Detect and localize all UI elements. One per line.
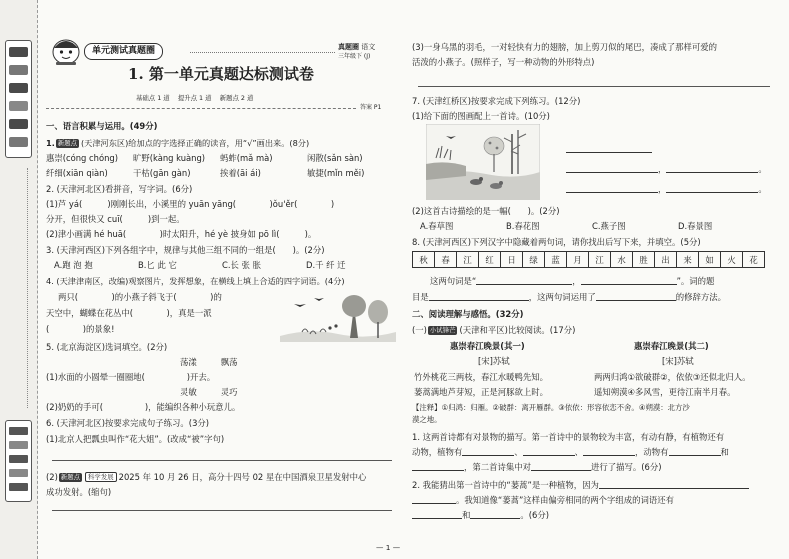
poem-1-line-2: 蒌蒿满地芦芽短，正是河豚欲上时。 (414, 387, 548, 397)
new-topic-badge: 新题点 (60, 473, 81, 481)
poem-2-line-1: 两两归鸿①欲破群②，依依③还似北归人。 (594, 372, 751, 382)
header-brand: 真题圈 语文 (338, 43, 376, 51)
grid-cell: 出 (655, 252, 677, 268)
reading-q1-line-2: 动物，植物有 、 、 ，动物有 和 (412, 447, 729, 457)
q8-prompt: 8. (天津河西区)下列汉字中隐藏着两句词，请你找出后写下来，并填空。(5分) (412, 237, 701, 247)
grid-cell: 江 (457, 252, 479, 268)
binding-line (27, 168, 28, 408)
grid-cell: 蓝 (545, 252, 567, 268)
q3-prompt: 3. (天津河西区)下列各组字中，规律与其他三组不同的一组是( )。(2分) (46, 245, 325, 255)
swallow-scene-illustration (280, 292, 396, 342)
q5-prompt: 5. (北京海淀区)选词填空。(2分) (46, 342, 168, 352)
q7-poem-title-blank (566, 143, 652, 155)
grid-cell: 来 (677, 252, 699, 268)
grid-cell: 红 (479, 252, 501, 268)
q6-line-3: (3)一身乌黑的羽毛，一对轻快有力的翅膀，加上剪刀似的尾巴，凑成了那样可爱的 (412, 42, 717, 52)
page-title: 1. 第一单元真题达标测试卷 (128, 65, 314, 83)
grid-cell: 如 (699, 252, 721, 268)
q2-line-1: (1)芦 yá( )刚刚长出，小溪里的 yuān yāng( )ǒu'ěr( ) (46, 199, 335, 209)
poem-notes: 【注释】①归鸿：归雁。②破群：离开雁群。③依依：形容依恋不舍。④朔漠：北方沙 (412, 403, 690, 412)
q5-line-1: (1)水面的小圆晕一圈圈地( )开去。 (46, 372, 216, 382)
grid-cell: 秋 (413, 252, 435, 268)
mascot-icon (50, 36, 82, 66)
challenge-badge: 小试锋芒 (429, 326, 456, 334)
grid-cell: 江 (589, 252, 611, 268)
q1-row-2: 纤细(xiān qiàn) 干枯(gān gàn) 挨着(āi ái) 敏捷(mǐn měi) (46, 168, 365, 178)
poem-notes-cont: 漠之地。 (412, 415, 442, 424)
q4-prompt: 4. (天津津南区，改编)观察图片，发挥想象，在横线上填上合适的四字词语。(4分) (46, 276, 345, 286)
q6-answer-line-2 (52, 510, 392, 511)
reading-q1-line-3: ，第二首诗集中对 进行了描写。(6分) (412, 461, 662, 473)
q2-line-3: (2)津小画满 hé huā( )时太阳升，hé yè 披身如 pō lì( )。 (46, 229, 317, 239)
grid-cell: 春 (435, 252, 457, 268)
header-dotted-rule (190, 52, 335, 53)
q6-line-2-cont: 成功发射。(缩句) (46, 487, 112, 497)
header-dashed-rule (46, 108, 356, 109)
q4-line-2: 天空中，蝴蝶在花丛中( )，真是一派 (46, 308, 212, 318)
poem-1-author: [宋]苏轼 (478, 356, 510, 366)
reading-q1-line-1: 1. 这两首诗都有对景物的描写。第一首诗中的景物较为丰富，有动有静，有植物还有 (412, 432, 725, 442)
q6-prompt: 6. (天津河北区)按要求完成句子练习。(3分) (46, 418, 210, 428)
grid-cell: 绿 (523, 252, 545, 268)
reading-q2-line-2: 。我知道像“蒌蒿”这样由偏旁相同的两个字组成的词语还有 (412, 494, 674, 506)
reading-q2-line-1: 2. 我能猜出第一首诗中的“蒌蒿”是一种植物，因为 (412, 479, 749, 491)
q6-line-3-cont: 活泼的小燕子。(照样子，写一种动物的外形特点) (412, 57, 595, 67)
section-2-heading: 二、阅读理解与感悟。(32分) (412, 309, 524, 319)
q1-row-1: 惠崇(cóng chóng) 旷野(kàng kuàng) 蚂蚱(mǎ mà) 闲散(sǎn sàn) (46, 153, 363, 163)
q6-answer-line-1 (52, 460, 392, 461)
q3-options: A.跑 泡 抱 B.匕 此 它 C.长 张 胀 D.千 纤 迁 (54, 260, 346, 270)
q4-line-1: 两只( )的小燕子斜飞于( )的 (58, 292, 222, 302)
grid-cell: 火 (721, 252, 743, 268)
binding-strip (0, 0, 38, 559)
grid-cell: 水 (611, 252, 633, 268)
q1-prompt: 1. 新题点 (天津河东区)给加点的字选择正确的读音，用“√”画出来。(8分) (46, 138, 310, 148)
question-counts: 基础点 1 道 提升点 1 道 新题点 2 道 (136, 94, 254, 102)
q8-line-2: 目是 ，这两句词运用了 的修辞方法。 (412, 292, 726, 302)
grid-cell: 日 (501, 252, 523, 268)
q7-line-1: (1)给下面的图画配上一首诗。(10分) (412, 111, 550, 121)
q2-line-2: 分开，但很快又 cuī( )到一起。 (46, 214, 185, 224)
river-spring-illustration (426, 124, 540, 200)
page-number: — 1 — (376, 543, 401, 552)
q6-line-1: (1)北京人把瓢虫叫作“花大姐”。(改成“被”字句) (46, 434, 225, 444)
q5-word-choices-2: 灵敏 灵巧 (180, 387, 238, 397)
poem-1-line-1: 竹外桃花三两枝，春江水暖鸭先知。 (414, 372, 548, 382)
q6-answer-line-3 (418, 86, 770, 87)
grid-cell: 花 (743, 252, 765, 268)
section-1-heading: 一、语言积累与运用。(49分) (46, 121, 158, 131)
answer-page-ref: 答案 P1 (360, 104, 382, 111)
q5-word-choices-1: 荡漾 飘荡 (180, 357, 238, 367)
q7-prompt: 7. (天津红桥区)按要求完成下列练习。(12分) (412, 96, 581, 106)
q7-line-2: (2)这首古诗描绘的是一幅( )。(2分) (412, 206, 560, 216)
new-topic-badge: 新题点 (57, 139, 77, 147)
poem-2-line-2: 遥知朔漠④多风雪，更待江南半月春。 (594, 387, 736, 397)
grid-cell: 胜 (633, 252, 655, 268)
q8-character-grid (412, 251, 765, 268)
grid-cell: 月 (567, 252, 589, 268)
poem-1-title: 惠崇春江晚景(其一) (450, 341, 525, 351)
poem-2-title: 惠崇春江晚景(其二) (634, 341, 709, 351)
q4-line-3: ( )的景象! (46, 324, 115, 334)
series-banner: 单元测试真题圈 (84, 43, 163, 60)
series-logo-box (5, 40, 32, 158)
series-badge-box (5, 420, 32, 502)
reading-q2-line-3: 和 。(6分) (412, 509, 549, 521)
q2-prompt: 2. (天津河北区)看拼音，写字词。(6分) (46, 184, 193, 194)
poem-2-author: [宋]苏轼 (662, 356, 694, 366)
q7-options: A.春草图 B.春花图 C.燕子图 D.春景图 (420, 221, 713, 231)
q5-line-2: (2)奶奶的手可( )，能编织各种小玩意儿。 (46, 402, 241, 412)
q6-line-2: (2) 新题点 科学发展 2025 年 10 月 26 日，高分十四号 02 星在中国酒泉卫星发射中心 (46, 472, 367, 482)
reading-part-1-heading: (一) 小试锋芒 (天津和平区)比较阅读。(17分) (412, 325, 576, 335)
science-badge: 科学发展 (85, 472, 117, 482)
header-grade: 三年级下 (J) (338, 53, 371, 60)
q7-poem-line-2: ， 。 (566, 183, 767, 195)
q7-poem-line-1: ， 。 (566, 163, 767, 175)
q8-line-1: 这两句词是“ ， ”。词的题 (430, 276, 715, 286)
